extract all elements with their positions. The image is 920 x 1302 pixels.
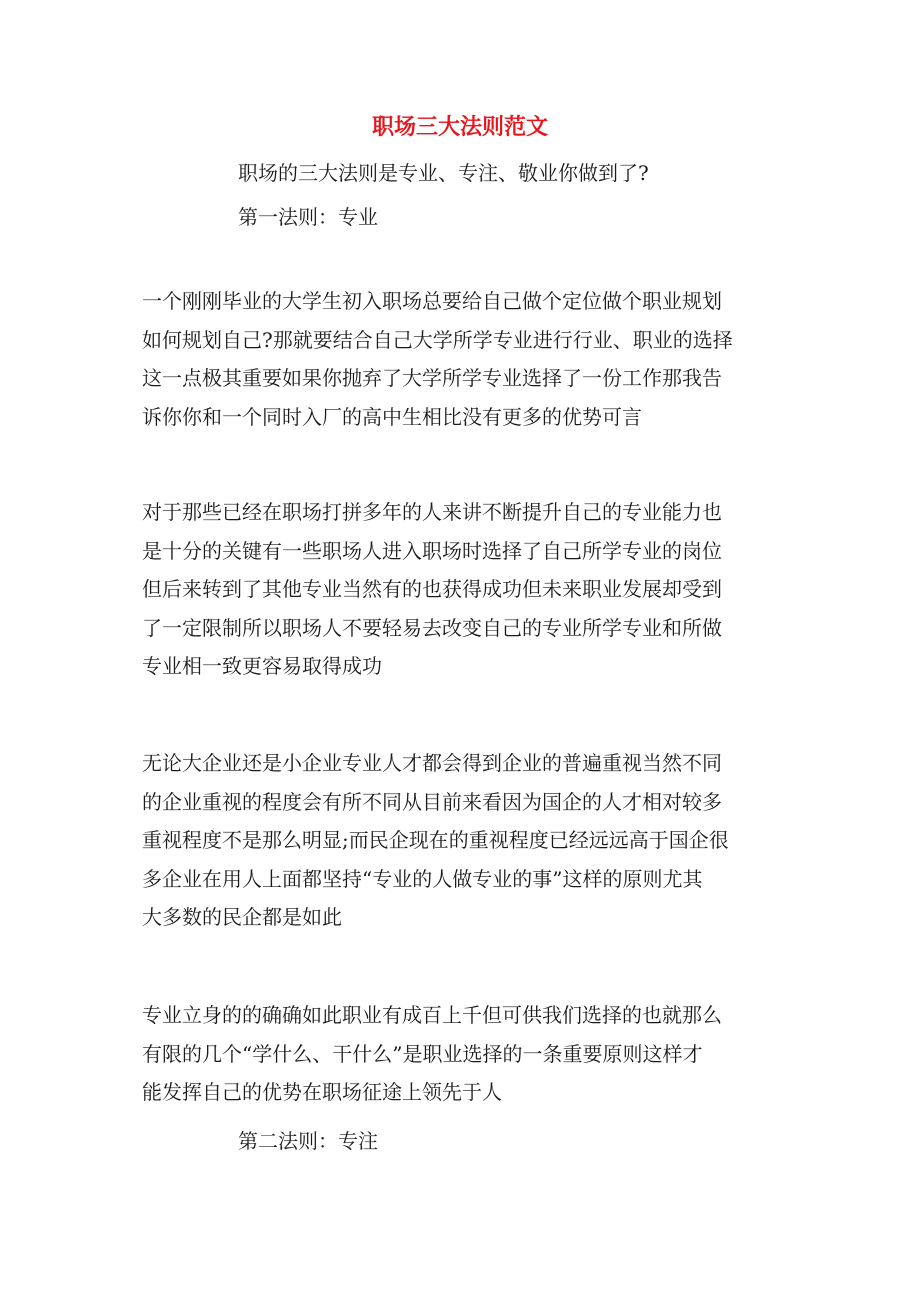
paragraph-line: 了一定限制所以职场人不要轻易去改变自己的专业所学专业和所做 — [142, 615, 722, 640]
rule1-heading: 第一法则：专业 — [238, 205, 378, 229]
paragraph-line: 诉你你和一个同时入厂的高中生相比没有更多的优势可言 — [142, 404, 642, 429]
paragraph-line: 的企业重视的程度会有所不同从目前来看因为国企的人才相对较多 — [142, 789, 722, 814]
document-title: 职场三大法则范文 — [371, 115, 548, 140]
paragraph-line: 一个刚刚毕业的大学生初入职场总要给自己做个定位做个职业规划 — [142, 289, 722, 313]
paragraph-line: 但后来转到了其他专业当然有的也获得成功但未来职业发展却受到 — [142, 577, 722, 601]
paragraph-2 — [142, 493, 782, 686]
paragraph-line: 专业相一致更容易取得成功 — [142, 654, 382, 678]
paragraph-line: 专业立身的的确确如此职业有成百上千但可供我们选择的也就那么 — [142, 1003, 722, 1027]
paragraph-line: 能发挥自己的优势在职场征途上领先于人 — [142, 1080, 502, 1104]
paragraph-line: 如何规划自己?那就要结合自己大学所学专业进行行业、职业的选择 — [142, 327, 733, 352]
paragraph-1 — [142, 282, 782, 436]
paragraph-4 — [142, 996, 782, 1112]
paragraph-line: 无论大企业还是小企业专业人才都会得到企业的普遍重视当然不同 — [142, 751, 722, 775]
rule2-heading: 第二法则：专注 — [238, 1129, 378, 1153]
paragraph-line: 重视程度不是那么明显;而民企现在的重视程度已经远远高于国企很 — [142, 828, 729, 852]
paragraph-3 — [142, 744, 782, 937]
paragraph-line: 大多数的民企都是如此 — [142, 905, 342, 929]
paragraph-line: 这一点极其重要如果你抛弃了大学所学专业选择了一份工作那我告 — [142, 366, 722, 390]
paragraph-line: 对于那些已经在职场打拼多年的人来讲不断提升自己的专业能力也 — [142, 500, 722, 524]
paragraph-line: 多企业在用人上面都坚持“专业的人做专业的事”这样的原则尤其 — [142, 866, 703, 891]
intro-line: 职场的三大法则是专业、专注、敬业你做到了? — [238, 161, 649, 185]
paragraph-line: 是十分的关键有一些职场人进入职场时选择了自己所学专业的岗位 — [142, 538, 722, 563]
paragraph-line: 有限的几个“学什么、干什么”是职业选择的一条重要原则这样才 — [142, 1041, 703, 1066]
